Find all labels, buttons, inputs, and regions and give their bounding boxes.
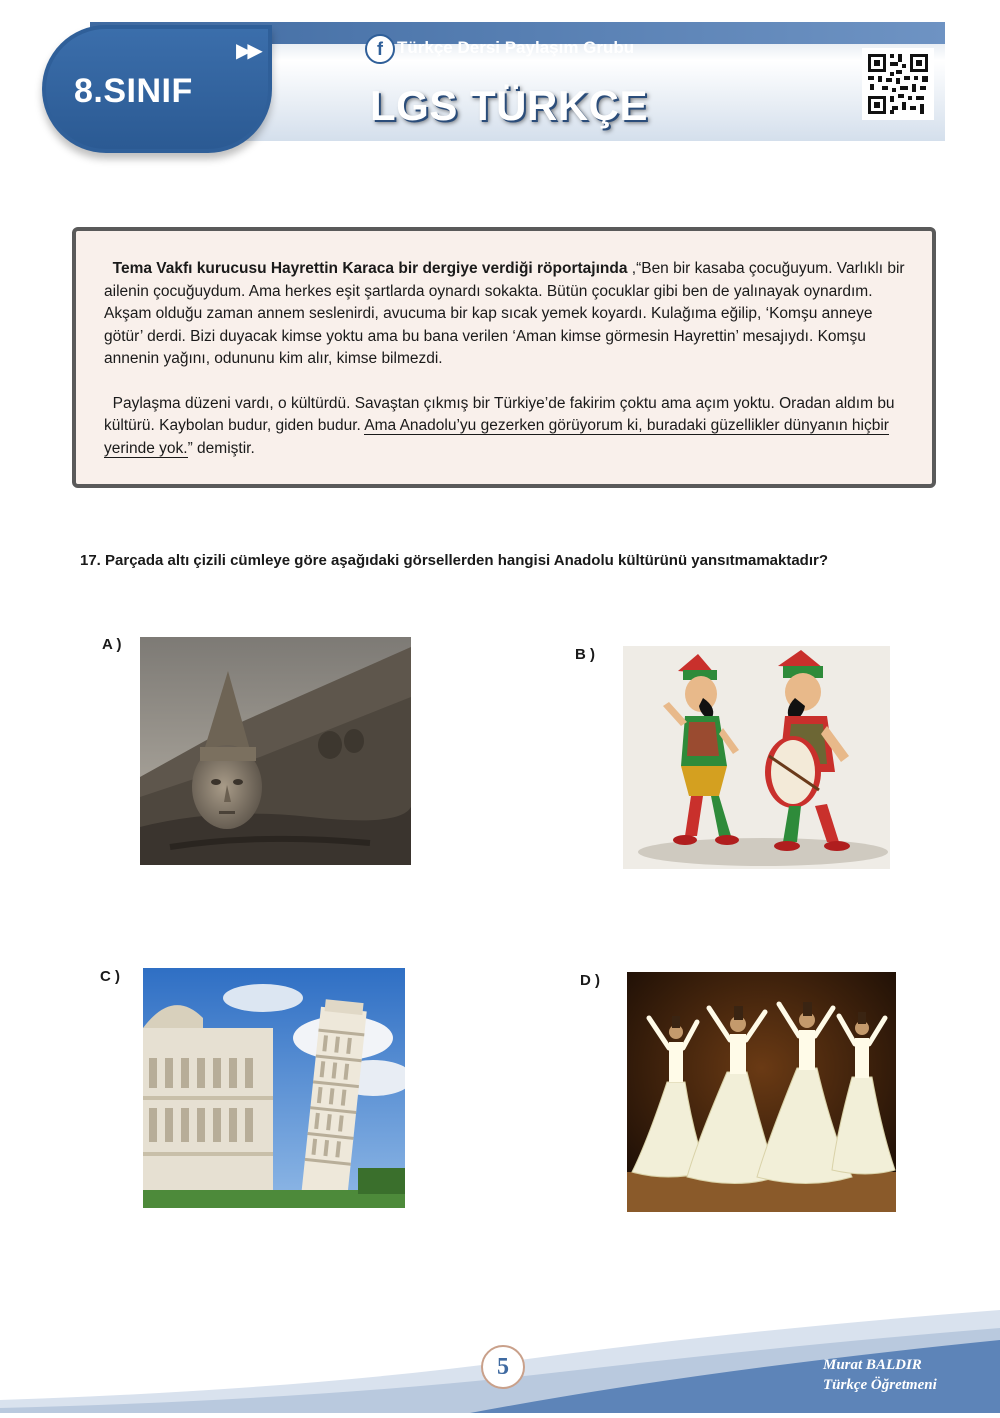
- option-a-image[interactable]: [140, 637, 411, 865]
- passage-paragraph-2: [104, 393, 914, 461]
- group-name: Türkçe Dersi Paylaşım Grubu: [397, 38, 635, 57]
- passage-p1-text: ,“Ben bir kasaba çocuğuyum. Varlıklı bir ailenin çocuğuydum. Ama herkes eşit şartlarda oynardı sokakta. Bütün çocuklar gibi ben de yalınayak oynardım. Akşam olduğu zaman annem seslenirdi, avucuma bir kap sıcak yemek koyardı. Kulağıma eğilip, ‘Komşu anneye götür’ derdi. Bizi duyacak kimse yoktu ama bu bana verilen ‘Aman kimse görmesin Hayrettin’ mesajıydı. Komşu annenin yağını, odununu kim alır, kimse bilmezdi.: [104, 260, 905, 367]
- option-b-label[interactable]: B ): [575, 646, 595, 663]
- passage-paragraph-1: [104, 258, 914, 371]
- passage-bold-lead: Tema Vakfı kurucusu Hayrettin Karaca bir dergiye verdiği röportajında: [112, 260, 628, 277]
- passage-p2-end: ” demiştir.: [187, 439, 255, 457]
- facebook-icon: f: [365, 34, 395, 64]
- qr-code-icon: [862, 48, 934, 120]
- option-d-label[interactable]: D ): [580, 972, 600, 989]
- page-number: 5: [481, 1345, 525, 1389]
- author-title: Türkçe Öğretmeni: [823, 1377, 937, 1393]
- author: [823, 1355, 973, 1395]
- option-c-label[interactable]: C ): [100, 968, 120, 985]
- passage-text: [104, 258, 914, 460]
- option-c-image[interactable]: [143, 968, 405, 1208]
- option-d-image[interactable]: [627, 972, 896, 1212]
- passage-p2-text: Paylaşma düzeni vardı, o kültürdü. Savaştan çıkmış bir Türkiye’de fakirim çoktu ama açım yoktu. Oradan aldım bu kültürü. Kaybolan budur, giden budur.: [104, 394, 895, 434]
- underlined-sentence: Ama Anadolu’yu gezerken görüyorum ki, buradaki güzellikler dünyanın hiçbir yerinde yok.: [104, 417, 889, 457]
- class-label: 8.SINIF: [74, 72, 193, 110]
- page-title: LGS TÜRKÇE: [370, 82, 648, 129]
- author-name: Murat BALDIR: [823, 1357, 922, 1373]
- passage-box: [72, 227, 936, 488]
- option-a-label[interactable]: A ): [102, 636, 122, 653]
- question-text: 17. Parçada altı çizili cümleye göre aşağıdaki görsellerden hangisi Anadolu kültürünü yansıtmamaktadır?: [80, 552, 829, 569]
- option-b-image[interactable]: [623, 646, 890, 869]
- double-chevron-icon: ▶▶: [236, 40, 259, 62]
